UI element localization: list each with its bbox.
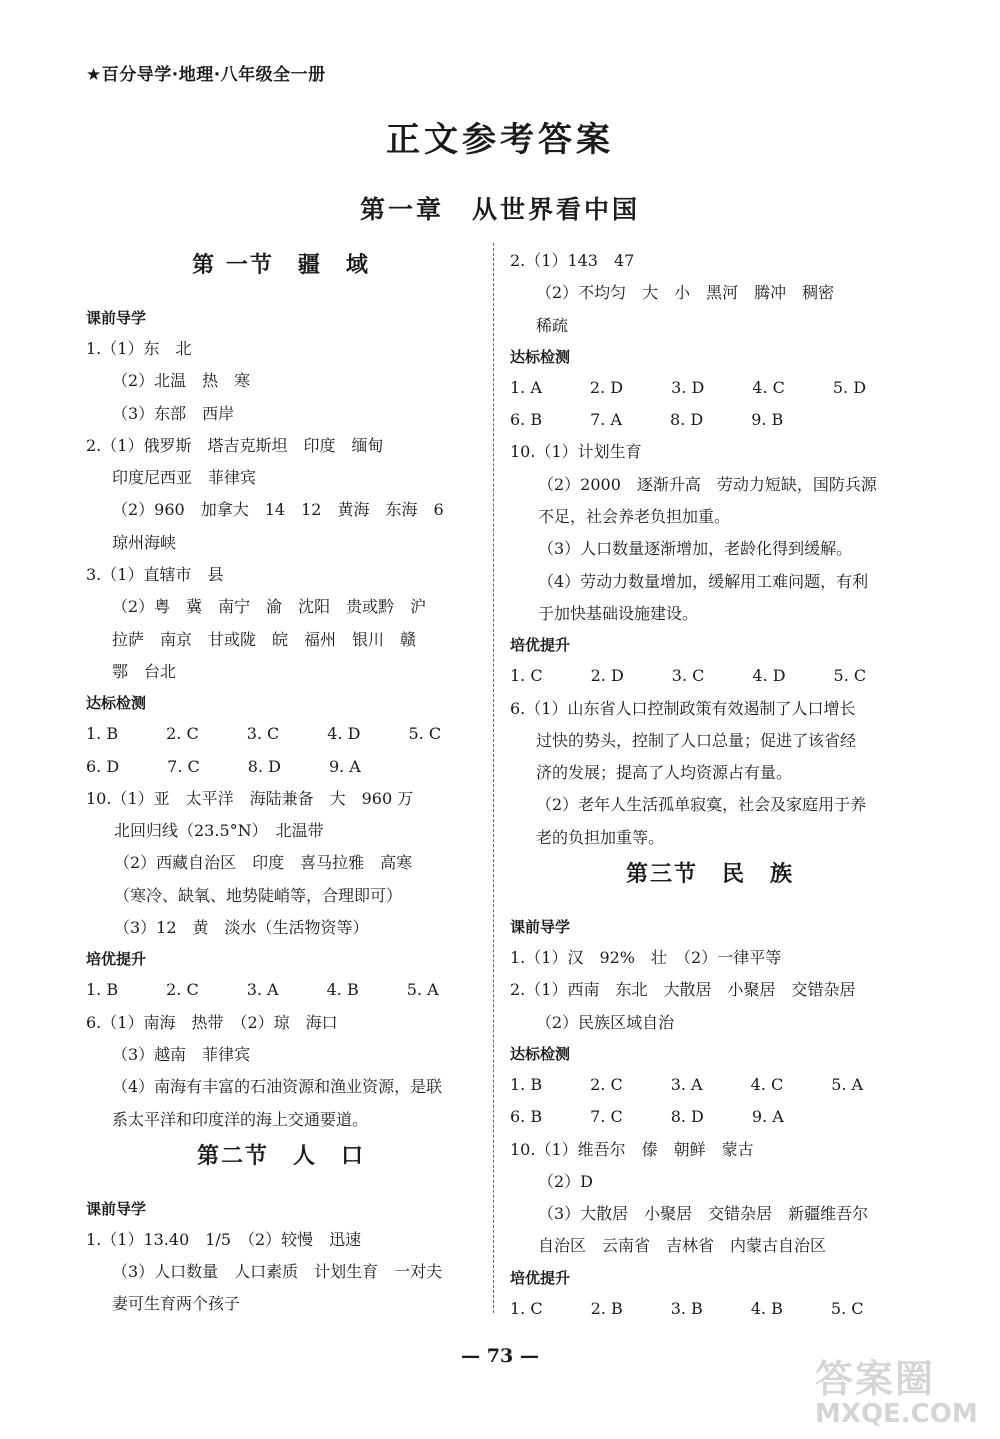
subsection-heading: 课前导学 <box>86 1199 147 1218</box>
answer-line: 10.（1）亚 太平洋 海陆兼备 大 960 万 <box>86 788 414 808</box>
answer-line: 北回归线（23.5°N） 北温带 <box>114 821 324 841</box>
answer-line: （2）2000 逐渐升高 劳动力短缺，国防兵源 <box>538 474 877 494</box>
subsection-heading: 培优提升 <box>510 1268 571 1287</box>
answer-line: 稀疏 <box>536 315 569 335</box>
answer-line: 济的发展；提高了人均资源占有量。 <box>536 763 793 783</box>
answer-line: （2）老年人生活孤单寂寞，社会及家庭用于养 <box>536 795 867 815</box>
answer-line: 于加快基础设施建设。 <box>538 603 699 623</box>
answer-line: （2）D <box>538 1171 594 1191</box>
answer-line: 10.（1）维吾尔 傣 朝鲜 蒙古 <box>510 1139 754 1159</box>
answer-line: （3）越南 菲律宾 <box>112 1044 251 1064</box>
left-column <box>86 245 476 1321</box>
subsection-heading: 达标检测 <box>86 694 147 713</box>
subsection-heading: 培优提升 <box>510 636 571 655</box>
column-divider <box>493 243 494 1313</box>
watermark-logo <box>815 1348 978 1429</box>
right-column <box>510 245 910 1325</box>
answer-line: 印度尼西亚 菲律宾 <box>112 468 257 488</box>
answer-line: 不足，社会养老负担加重。 <box>538 507 731 527</box>
answer-line: （3）东部 西岸 <box>112 403 235 423</box>
answer-line: 1. B 2. C 3. C 4. D 5. C <box>86 724 442 744</box>
section-title: 第二节 人 口 <box>196 1142 365 1169</box>
answer-line: 1. B 2. C 3. A 4. C 5. A <box>510 1074 864 1094</box>
answer-line: （4）南海有丰富的石油资源和渔业资源，是联 <box>112 1077 443 1097</box>
watermark-url: MXQE.COM <box>815 1399 978 1429</box>
page-title: 正文参考答案 <box>386 120 614 160</box>
answer-line: 1. C 2. B 3. B 4. B 5. C <box>510 1298 864 1318</box>
page-number: — 73 — <box>461 1345 539 1367</box>
chapter-title: 第一章 从世界看中国 <box>359 195 640 224</box>
answer-line: （3）人口数量 人口素质 计划生育 一对夫 <box>112 1262 443 1282</box>
subsection-heading: 课前导学 <box>86 309 147 327</box>
answer-line: 3.（1）直辖市 县 <box>86 565 224 585</box>
answer-line: 鄂 台北 <box>112 661 177 681</box>
answer-line: （2）不均匀 大 小 黑河 腾冲 稠密 <box>536 283 835 303</box>
answer-line: （2）北温 热 寒 <box>112 371 251 391</box>
answer-line: 1.（1）13.40 1/5 （2）较慢 迅速 <box>86 1229 362 1249</box>
book-header: ★百分导学·地理·八年级全一册 <box>86 65 326 85</box>
subsection-heading: 达标检测 <box>510 1044 571 1063</box>
answer-line: （3）人口数量逐渐增加，老龄化得到缓解。 <box>538 539 853 559</box>
section-title: 第 一节 疆 域 <box>192 252 370 278</box>
answer-line: （2）西藏自治区 印度 喜马拉雅 高寒 <box>114 853 413 873</box>
answer-line: 2.（1）西南 东北 大散居 小聚居 交错杂居 <box>510 980 856 1000</box>
answer-line: 老的负担加重等。 <box>536 827 665 847</box>
answer-line: 6. B 7. C 8. D 9. A <box>510 1107 784 1127</box>
subsection-heading: 达标检测 <box>510 347 571 366</box>
answer-line: 10.（1）计划生育 <box>510 442 642 462</box>
answer-line: 1. B 2. C 3. A 4. B 5. A <box>86 980 439 1000</box>
answer-line: （2）960 加拿大 14 12 黄海 东海 6 <box>112 500 444 520</box>
answer-line: 系太平洋和印度洋的海上交通要道。 <box>112 1109 369 1129</box>
answer-line: （寒冷、缺氧、地势陡峭等，合理即可） <box>114 885 403 905</box>
answer-line: 6. D 7. C 8. D 9. A <box>86 756 361 776</box>
answer-line: 6.（1）山东省人口控制政策有效遏制了人口增长 <box>510 698 856 718</box>
answer-line: 1. C 2. D 3. C 4. D 5. C <box>510 666 867 686</box>
answer-line: 妻可生育两个孩子 <box>112 1294 241 1314</box>
answer-line: （3）大散居 小聚居 交错杂居 新疆维吾尔 <box>538 1204 869 1224</box>
answer-line: （2）粤 冀 南宁 渝 沈阳 贵或黔 沪 <box>112 597 427 617</box>
answer-line: 6. B 7. A 8. D 9. B <box>510 410 784 430</box>
answer-line: 2.（1）俄罗斯 塔吉克斯坦 印度 缅甸 <box>86 435 384 455</box>
answer-line: 拉萨 南京 甘或陇 皖 福州 银川 赣 <box>112 629 417 649</box>
watermark-text: 答案圈 <box>815 1357 936 1401</box>
section-title: 第三节 民 族 <box>625 861 794 888</box>
answer-line: 1. A 2. D 3. D 4. C 5. D <box>510 377 867 397</box>
answer-line: （4）劳动力数量增加，缓解用工难问题，有利 <box>538 571 869 591</box>
answer-line: 1.（1）东 北 <box>86 339 192 358</box>
answer-line: （2）民族区域自治 <box>536 1012 675 1032</box>
answer-line: 1.（1）汉 92% 壮 （2）一律平等 <box>510 948 782 968</box>
answer-line: 琼州海峡 <box>112 532 177 552</box>
answer-line: 自治区 云南省 吉林省 内蒙古自治区 <box>538 1236 827 1256</box>
subsection-heading: 培优提升 <box>86 950 147 969</box>
answer-line: 6.（1）南海 热带 （2）琼 海口 <box>86 1012 338 1032</box>
subsection-heading: 课前导学 <box>510 918 571 937</box>
answer-line: （3）12 黄 淡水（生活物资等） <box>114 918 369 938</box>
answer-line: 过快的势头，控制了人口总量；促进了该省经 <box>536 730 857 750</box>
answer-line: 2.（1）143 47 <box>510 251 635 270</box>
